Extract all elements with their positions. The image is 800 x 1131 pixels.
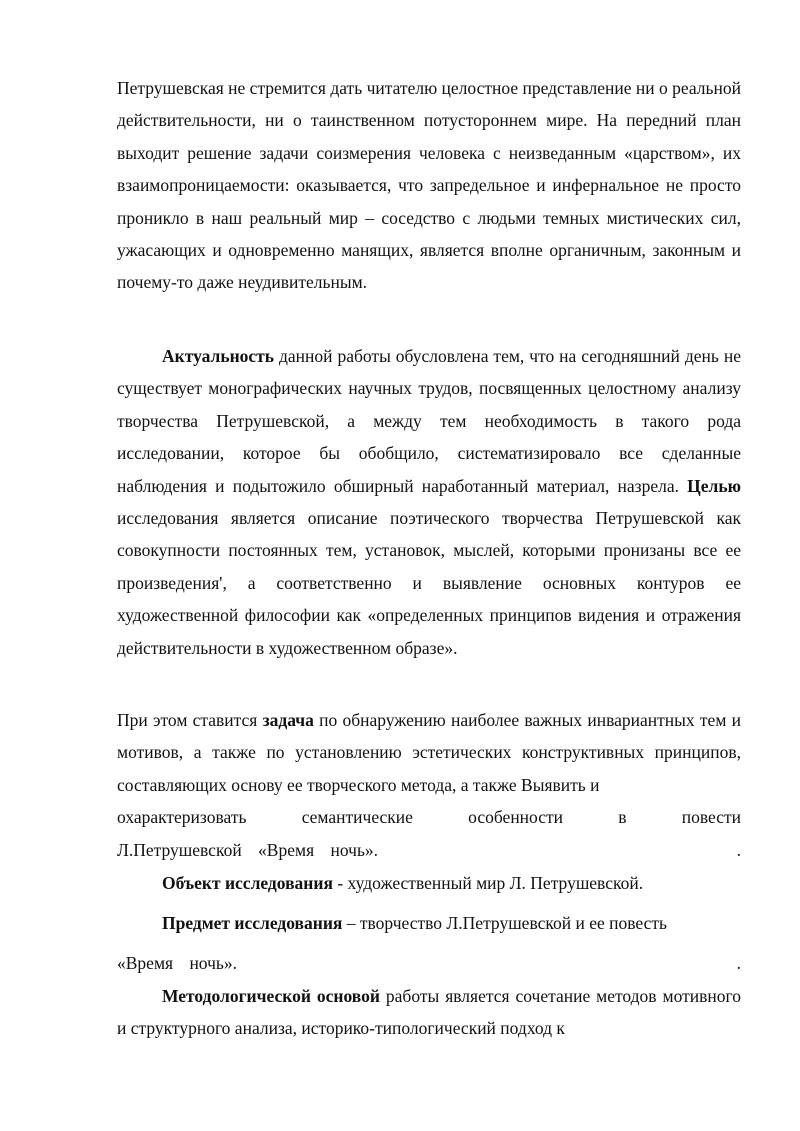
task-line-title [117,834,741,866]
paragraph-intro-text: Петрушевская не стремится дать читателю целостное представление ни о реальной действительности, ни о таинственном потустороннем мире. На передний план выходит решение задачи соизмерения человека с неизведанным «царством», их взаимопроницаемости: оказывается, что запредельное и инфернальное не просто проникло в наш реальный мир – соседство с людьми темных мистических сил, ужасающих и одновременно манящих, является вполне органичным, законным и почему-то даже неудивительным. [117,78,741,293]
paragraph-relevance-goal [117,340,741,664]
subject-title-dot: . [736,953,741,973]
goal-text: исследования является описание поэтического творчества Петрушевской как совокупности постоянных тем, установок, мыслей, которыми пронизаны все ее произведения', а соответственно и выявление основных контуров ее художественной философии как «определенных принципов видения и отражения действительности в художественном образе». [117,508,741,658]
term-task: задача [262,710,314,730]
paragraph-object [117,867,741,899]
term-relevance: Актуальность [162,346,275,366]
task-word: в [618,807,627,827]
task-word: охарактеризовать [117,807,247,827]
term-goal: Целью [687,475,741,496]
paragraph-task [117,704,741,801]
task-text: по обнаружению наиболее важных инвариантных тем и мотивов, а также по установлению эстетических конструктивных принципов, составляющих основу ее творческого метода, а также Выявить и [117,710,741,795]
subject-line-title [117,947,741,979]
term-object: Объект исследования [162,873,333,893]
task-line-spread [117,801,741,833]
subject-text: – творчество Л.Петрушевской и ее повесть [342,913,667,933]
paragraph-intro [117,72,741,299]
relevance-text: данной работы обусловлена тем, что на сегодняшний день не существует монографических научных трудов, посвященных целостному анализу творчества Петрушевской, а между тем необходимость в такого рода исследовании, которое бы обобщило, систематизировало все сделанные наблюдения и подытожило обширный наработанный материал, назрела. [117,346,741,496]
task-title-dot: . [736,840,741,860]
methodology-text: работы является сочетание методов мотивного и структурного анализа, историко-типологический подход к [117,986,741,1039]
task-word: семантические [301,807,413,827]
subject-title-text: «Время ночь». [117,953,238,973]
task-word: особенности [468,807,564,827]
task-word: повести [681,807,741,827]
paragraph-methodology [117,980,741,1045]
term-subject: Предмет исследования [162,913,343,933]
paragraph-subject [117,907,741,939]
task-text-start: При этом ставится [117,710,263,730]
term-methodology: Методологической основой [162,986,380,1006]
object-text: - художественный мир Л. Петрушевской. [332,873,644,893]
task-title-text: Л.Петрушевской «Время ночь». [117,840,379,860]
